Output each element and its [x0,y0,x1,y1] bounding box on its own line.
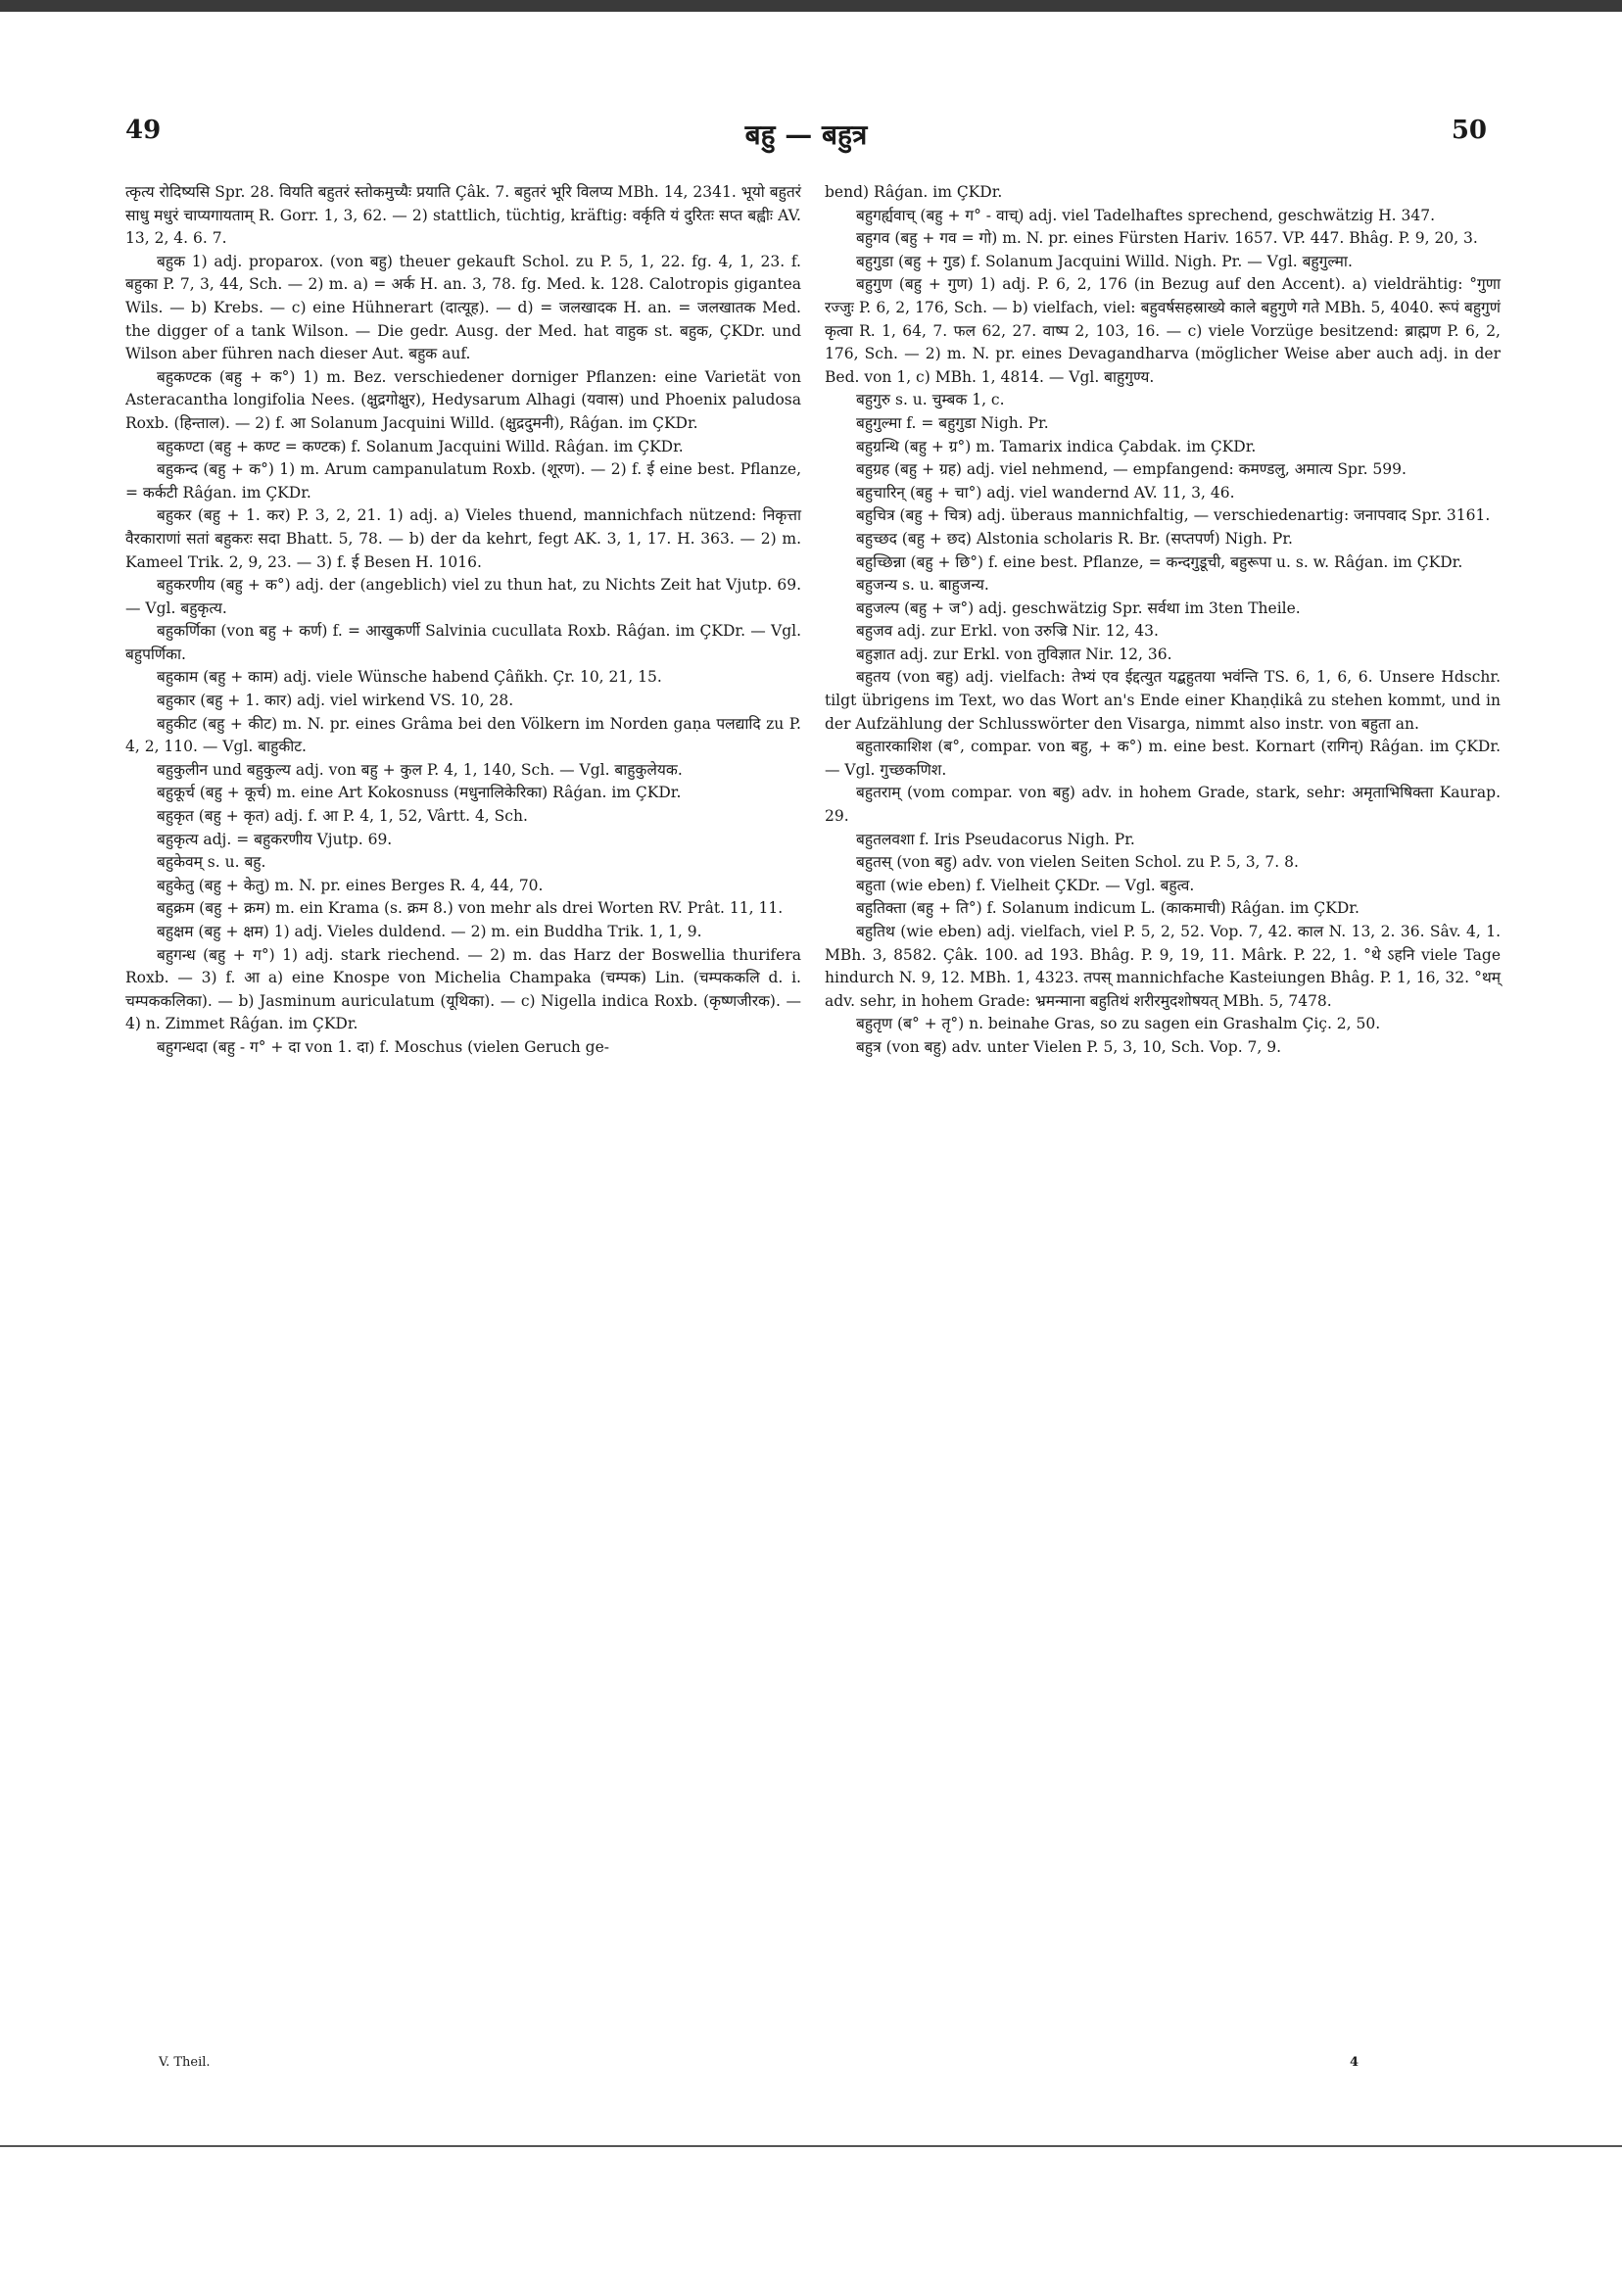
dictionary-entry: बहुतिथ (wie eben) adj. vielfach, viel P. 5, 2, 52. Vop. 7, 42. काल N. 13, 2. 36. Sâv. 4, 1. MBh. 3, 8582. Çâk. 100. ad 193. Bhâg. P. 9, 19, 11. Mârk. P. 22, 1. °थे ऽहनि viele Tage hindurch N. 9, 12. MBh. 1, 4323. तपस् mannichfache Kasteiungen Bhâg. P. 1, 16, 32. °थम् adv. sehr, in hohem Grade: भ्रमन्माना बहुतिथं शरीरमुदशोषयत् MBh. 5, 7478. [825,923,1501,1010]
dictionary-entry: बहुक्षम (बहु + क्षम) 1) adj. Vieles duldend. — 2) m. ein Buddha Trik. 1, 1, 9. [157,923,702,940]
dictionary-entry: बहुजव adj. zur Erkl. von उरुज्रि Nir. 12, 43. [856,622,1159,641]
dictionary-entry: बहुतलवशा f. Iris Pseudacorus Nigh. Pr. [856,830,1135,848]
dictionary-entry: बहुतय (von बहु) adj. vielfach: तेभ्यं एव ईद्दत्युत यद्बहुतया भवंन्ति TS. 6, 1, 6, 6. Unsere Hdschr. tilgt übrigens im Text, wo das Wort an's Ende einer Khaṇḍikâ zu stehen kommt, und in der Aufzählung der Schlusswörter den Visarga, nimmt also instr. von बहुता an. [825,668,1501,733]
dictionary-entry: बहुचारिन् (बहु + चा°) adj. viel wandernd AV. 11, 3, 46. [856,483,1235,502]
volume-signature: V. Theil. [159,2055,211,2070]
dictionary-entry: bend) Râǵan. im ÇKDr. [825,183,1003,201]
dictionary-entry: बहुकण्टक (बहु + क°) 1) m. Bez. verschiedener dorniger Pflanzen: eine Varietät von Asteracantha longifolia Nees. (क्षुद्रगोक्षुर), Hedysarum Alhagi (यवास) und Phoenix paludosa Roxb. (हिन्ताल). — 2) f. आ Solanum Jacquini Willd. (क्षुद्रदुमनी), Râǵan. im ÇKDr. [125,367,801,432]
left-column [125,181,801,1060]
sheet-number: 4 [1350,2055,1360,2070]
dictionary-entry: बहुगुल्मा f. = बहुगुडा Nigh. Pr. [856,413,1049,432]
dictionary-entry: बहुकन्द (बहु + क°) 1) m. Arum campanulatum Roxb. (शूरण). — 2) f. ई eine best. Pflanze, = कर्कटी Râǵan. im ÇKDr. [125,460,801,502]
dictionary-entry: बहुग्रह (बहु + ग्रह) adj. viel nehmend, — empfangend: कमण्डलु, अमात्य Spr. 599. [856,460,1407,479]
scan-top-border [0,0,1622,12]
dictionary-entry: बहुकरणीय (बहु + क°) adj. der (angeblich) viel zu thun hat, zu Nichts Zeit hat Vjutp. 69. — Vgl. बहुकृत्य. [125,576,801,617]
dictionary-entry: बहुज्ञात adj. zur Erkl. von तुविज्ञात Nir. 12, 36. [856,645,1172,663]
dictionary-entry: बहुच्छिन्ना (बहु + छि°) f. eine best. Pflanze, = कन्दगुडूची, बहुरूपा u. s. w. Râǵan. im ÇKDr. [856,552,1463,571]
page-number-right: 50 [1451,116,1487,145]
dictionary-entry: बहुतराम् (vom compar. von बहु) adv. in hohem Grade, stark, sehr: अमृताभिषिक्ता Kaurap. 29. [825,784,1501,826]
dictionary-entry: बहुकर (बहु + 1. कर) P. 3, 2, 21. 1) adj. a) Vieles thuend, mannichfach nützend: निकृत्ता वैरकाराणां सतां बहुकरः सदा Bhatt. 5, 78. — b) der da kehrt, fegt AK. 3, 1, 17. H. 363. — 2) m. Kameel Trik. 2, 9, 23. — 3) f. ई Besen H. 1016. [125,506,801,571]
page-number-left: 49 [125,116,162,145]
dictionary-entry: बहुकुलीन und बहुकुल्य adj. von बहु + कुल P. 4, 1, 140, Sch. — Vgl. बाहुकुलेयक. [157,760,683,779]
dictionary-entry: बहुतिक्ता (बहु + ति°) f. Solanum indicum L. (काकमाची) Râǵan. im ÇKDr. [856,899,1360,918]
dictionary-entry: बहुक 1) adj. proparox. (von बहु) theuer gekauft Schol. zu P. 5, 1, 22. fg. 4, 1, 23. f. बहुका P. 7, 3, 44, Sch. — 2) m. a) = अर्क H. an. 3, 78. fg. Med. k. 128. Calotropis gigantea Wils. — b) Krebs. — c) eine Hühnerart (दात्यूह). — d) = जलखादक H. an. = जलखातक Med. the digger of a tank Wilson. — Die gedr. Ausg. der Med. hat वाहुक st. बहुक, ÇKDr. und Wilson aber führen nach dieser Aut. बहुक auf. [125,252,801,363]
dictionary-entry: बहुकृत (बहु + कृत) adj. f. आ P. 4, 1, 52, Vârtt. 4, Sch. [157,807,528,826]
dictionary-entry: बहुतृण (ब° + तृ°) n. beinahe Gras, so zu sagen ein Grashalm Çiç. 2, 50. [856,1015,1381,1033]
dictionary-entry: बहुकर्णिका (von बहु + कर्ण) f. = आखुकर्णी Salvinia cucullata Roxb. Râǵan. im ÇKDr. — Vgl. बहुपर्णिका. [125,622,801,663]
dictionary-entry: बहुग्रन्थि (बहु + ग्र°) m. Tamarix indica Çabdak. im ÇKDr. [856,437,1257,455]
dictionary-entry: बहुगुरु s. u. चुम्बक 1, c. [856,391,1005,409]
dictionary-entry: बहुगुण (बहु + गुण) 1) adj. P. 6, 2, 176 (in Bezug auf den Accent). a) vieldrähtig: °गुणा रज्जुः P. 6, 2, 176, Sch. — b) vielfach, viel: बहुवर्षसहस्राख्ये काले बहुगुणे गते MBh. 5, 4040. रूपं बहुगुणं कृत्वा R. 1, 64, 7. फल 62, 27. वाष्प 2, 103, 16. — c) viele Vorzüge besitzend: ब्राह्मण P. 6, 2, 176, Sch. — 2) m. N. pr. eines Devagandharva (möglicher Weise aber auch adj. in der Bed. von 1, c) MBh. 1, 4814. — Vgl. बाहुगुण्य. [825,275,1501,386]
dictionary-entry: त्कृत्य रोदिष्यसि Spr. 28. वियति बहुतरं स्तोकमुच्यैः प्रयाति Çâk. 7. बहुतरं भूरि विलप्य MBh. 14, 2341. भूयो बहुतरं साधु मधुरं चाप्यगायताम् R. Gorr. 1, 3, 62. — 2) stattlich, tüchtig, kräftig: वर्कृति यं दुरितः सप्त बह्वीः AV. 13, 2, 4. 6. 7. [125,183,801,248]
page-header [125,116,1487,155]
dictionary-entry: बहुकार (बहु + 1. कार) adj. viel wirkend VS. 10, 28. [157,692,514,710]
dictionary-entry: बहुत्र (von बहु) adv. unter Vielen P. 5, 3, 10, Sch. Vop. 7, 9. [856,1037,1282,1056]
dictionary-entry: बहुकेतु (बहु + केतु) m. N. pr. eines Berges R. 4, 44, 70. [157,876,544,894]
dictionary-entry: बहुकण्टा (बहु + कण्ट = कण्टक) f. Solanum Jacquini Willd. Râǵan. im ÇKDr. [157,437,684,455]
dictionary-entry: बहुता (wie eben) f. Vielheit ÇKDr. — Vgl. बहुत्व. [856,876,1195,894]
dictionary-entry: बहुजल्प (बहु + ज°) adj. geschwätzig Spr. सर्वथा im 3ten Theile. [856,598,1301,617]
dictionary-entry: बहुगव (बहु + गव = गो) m. N. pr. eines Fürsten Hariv. 1657. VP. 447. Bhâg. P. 9, 20, 3. [856,229,1478,248]
running-title: बहु — बहुत्र [744,119,868,151]
dictionary-entry: बहुकूर्च (बहु + कूर्च) m. eine Art Kokosnuss (मधुनालिकेरिका) Râǵan. im ÇKDr. [157,784,682,802]
dictionary-entry: बहुतस् (von बहु) adv. von vielen Seiten Schol. zu P. 5, 3, 7. 8. [856,853,1299,872]
dictionary-entry: बहुकाम (बहु + काम) adj. viele Wünsche habend Çâñkh. Çr. 10, 21, 15. [157,668,662,687]
dictionary-entry: बहुचित्र (बहु + चित्र) adj. überaus mannichfaltig, — verschiedenartig: जनापवाद Spr. 3161. [856,506,1491,525]
dictionary-entry: बहुजन्य s. u. बाहुजन्य. [856,576,989,595]
dictionary-entry: बहुकेवम् s. u. बहु. [157,853,266,872]
dictionary-entry: बहुगन्ध (बहु + ग°) 1) adj. stark riechend. — 2) m. das Harz der Boswellia thurifera Roxb. — 3) f. आ a) eine Knospe von Michelia Champaka (चम्पक) Lin. (चम्पककलि d. i. चम्पककलिका). — b) Jasminum auriculatum (यूथिका). — c) Nigella indica Roxb. (कृष्णजीरक). — 4) n. Zimmet Râǵan. im ÇKDr. [125,945,801,1033]
dictionary-entry: बहुच्छद (बहु + छद) Alstonia scholaris R. Br. (सप्तपर्ण) Nigh. Pr. [856,529,1293,548]
dictionary-entry: बहुगुडा (बहु + गुड) f. Solanum Jacquini Willd. Nigh. Pr. — Vgl. बहुगुल्मा. [856,252,1353,270]
right-column [825,181,1501,1060]
dictionary-entry: बहुकृत्य adj. = बहुकरणीय Vjutp. 69. [157,830,393,848]
dictionary-entry: बहुक्रम (बहु + क्रम) m. ein Krama (s. क्रम 8.) von mehr als drei Worten RV. Prât. 11, 11. [157,899,784,918]
dictionary-entry: बहुकीट (बहु + कीट) m. N. pr. eines Grâma bei den Völkern im Norden gaṇa पलद्यादि zu P. 4, 2, 110. — Vgl. बाहुकीट. [125,714,801,756]
scan-bottom-rule [0,2145,1622,2147]
dictionary-entry: बहुगन्धदा (बहु - ग° + दा von 1. दा) f. Moschus (vielen Geruch ge- [157,1037,610,1056]
dictionary-entry: बहुगर्ह्यवाच् (बहु + ग° - वाच्) adj. viel Tadelhaftes sprechend, geschwätzig H. 347. [856,206,1436,224]
dictionary-entry: बहुतारकाशिश (ब°, compar. von बहु, + क°) m. eine best. Kornart (रागिन्) Râǵan. im ÇKDr. — Vgl. गुच्छकणिश. [825,738,1501,779]
